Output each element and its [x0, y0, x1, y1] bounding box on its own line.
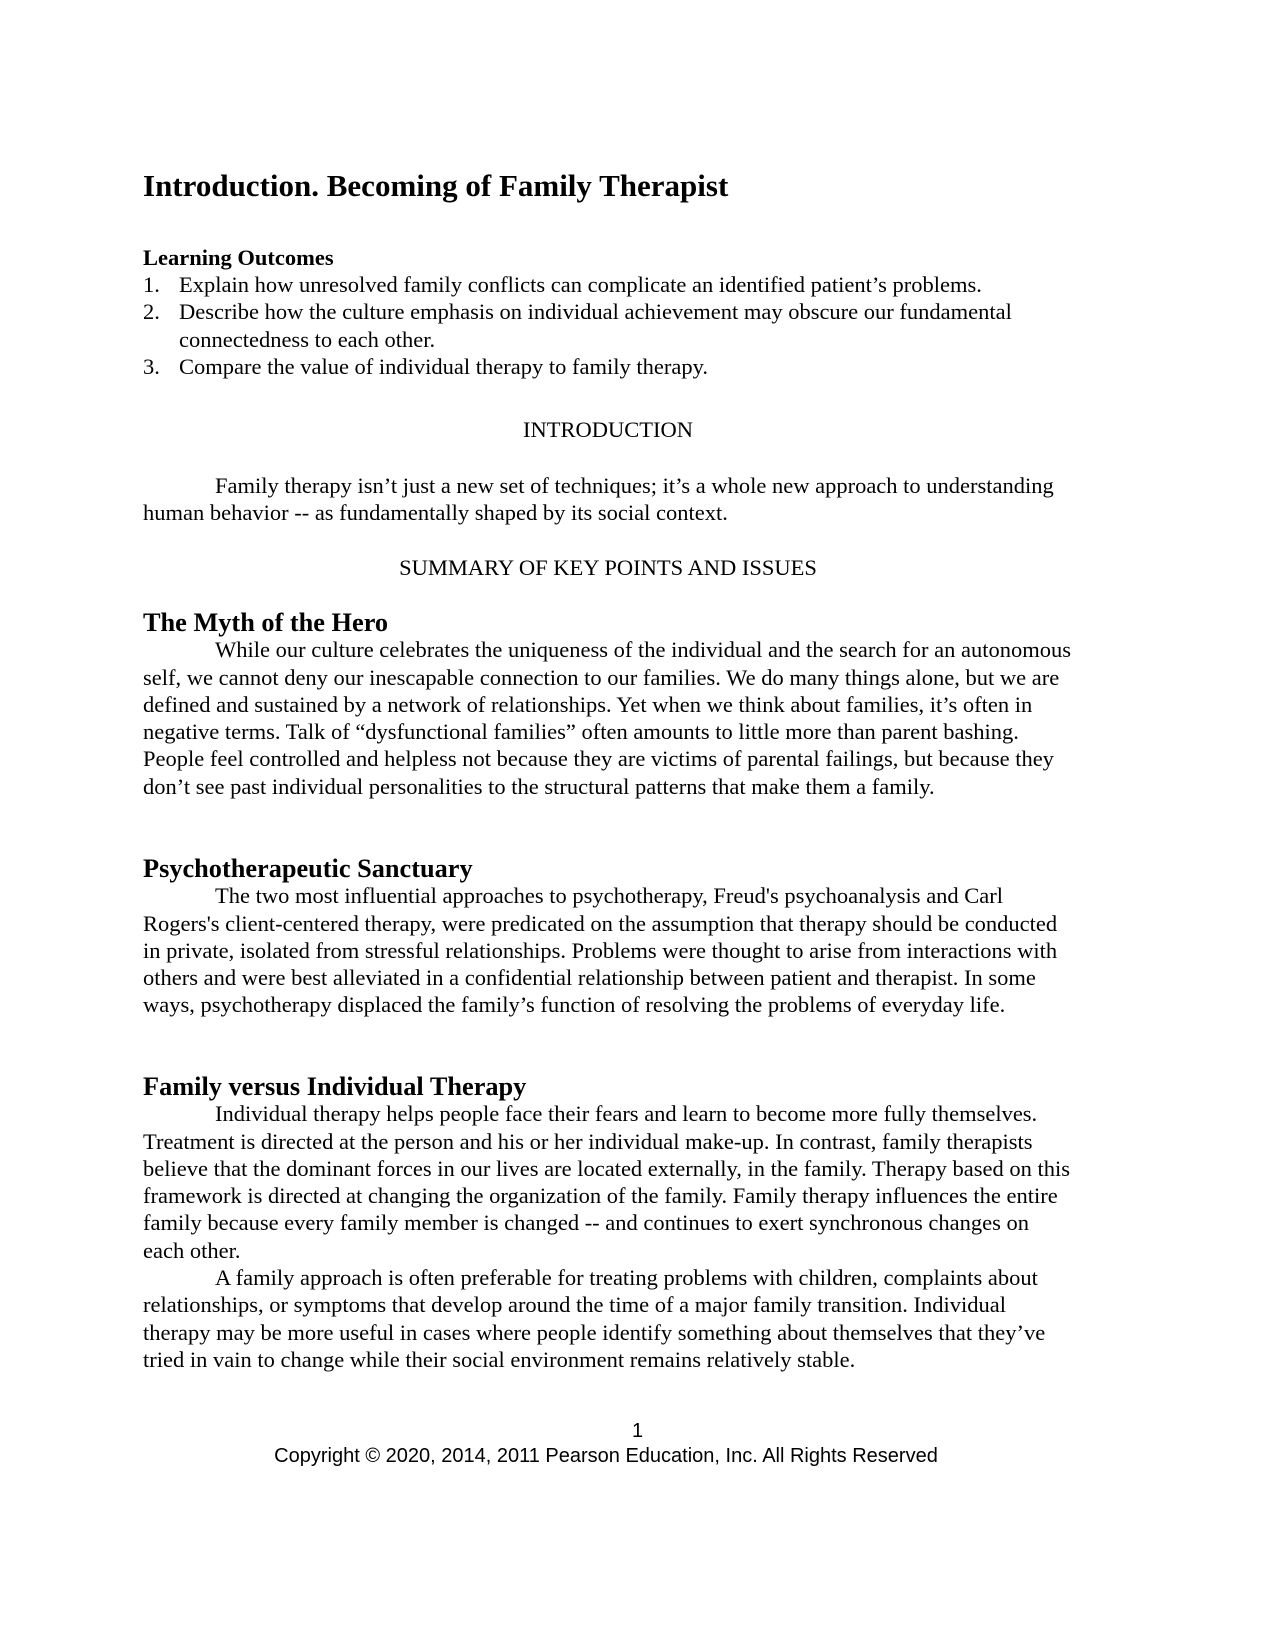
list-text: Compare the value of individual therapy to family therapy.: [179, 353, 709, 379]
learning-outcomes-heading: Learning Outcomes: [143, 245, 334, 270]
list-item: [143, 298, 1073, 353]
paragraph: Family therapy isn’t just a new set of techniques; it’s a whole new approach to understanding human behavior -- as fundamentally shaped by its social context.: [143, 473, 1054, 526]
list-number: 3.: [143, 353, 160, 379]
paragraph: Individual therapy helps people face their fears and learn to become more fully themselves. Treatment is directed at the person and his or her individual make-up. In contrast, family therapists believe that the dominant forces in our lives are located externally, in the family. Therapy based on this framework is directed at changing the organization of the family. Family therapy influences the entire family because every family member is changed -- and continues to exert synchronous changes on each other.: [143, 1101, 1070, 1263]
list-number: 2.: [143, 299, 160, 325]
introduction-heading: INTRODUCTION: [523, 417, 693, 442]
paragraph: The two most influential approaches to psychotherapy, Freud's psychoanalysis and Carl Rogers's client-centered therapy, were predicated on the assumption that therapy should be conducted in private, isolated from stressful relationships. Problems were thought to arise from interactions with others and were best alleviated in a confidential relationship between patient and therapist. In some ways, psychotherapy displaced the family’s function of resolving the problems of everyday life.: [143, 883, 1058, 1018]
section-heading: Psychotherapeutic Sanctuary: [143, 854, 473, 883]
list-item: [143, 353, 1073, 380]
introduction-paragraph: [143, 472, 1073, 527]
section-psychotherapeutic-sanctuary: [143, 855, 1073, 1019]
copyright-notice: Copyright © 2020, 2014, 2011 Pearson Education, Inc. All Rights Reserved: [274, 1445, 938, 1467]
list-text: Describe how the culture emphasis on individual achievement may obscure our fundamental connectedness to each other.: [179, 299, 1012, 352]
summary-heading: SUMMARY OF KEY POINTS AND ISSUES: [399, 555, 817, 580]
learning-outcomes-list: [143, 271, 1073, 380]
section-myth-of-the-hero: [143, 609, 1073, 800]
page-number: 1: [631, 1420, 644, 1442]
section-family-vs-individual: [143, 1073, 1073, 1373]
list-text: Explain how unresolved family conflicts can complicate an identified patient’s problems.: [179, 272, 982, 297]
list-number: 1.: [143, 272, 160, 297]
paragraph: A family approach is often preferable for treating problems with children, complaints about relationships, or symptoms that develop around the time of a major family transition. Individual therapy may be more useful in cases where people identify something about themselves that they’ve tried in vain to change while their social environment remains relatively stable.: [143, 1265, 1046, 1372]
list-item: [143, 271, 1073, 298]
section-heading: Family versus Individual Therapy: [143, 1072, 527, 1101]
page-title: Introduction. Becoming of Family Therapist: [143, 168, 729, 203]
paragraph: While our culture celebrates the uniqueness of the individual and the search for an autonomous self, we cannot deny our inescapable connection to our families. We do many things alone, but we are defined and sustained by a network of relationships. Yet when we think about families, it’s often in negative terms. Talk of “dysfunctional families” often amounts to little more than parent bashing. People feel controlled and helpless not because they are victims of parental failings, but because they don’t see past individual personalities to the structural patterns that make them a family.: [143, 637, 1071, 799]
section-heading: The Myth of the Hero: [143, 608, 389, 637]
